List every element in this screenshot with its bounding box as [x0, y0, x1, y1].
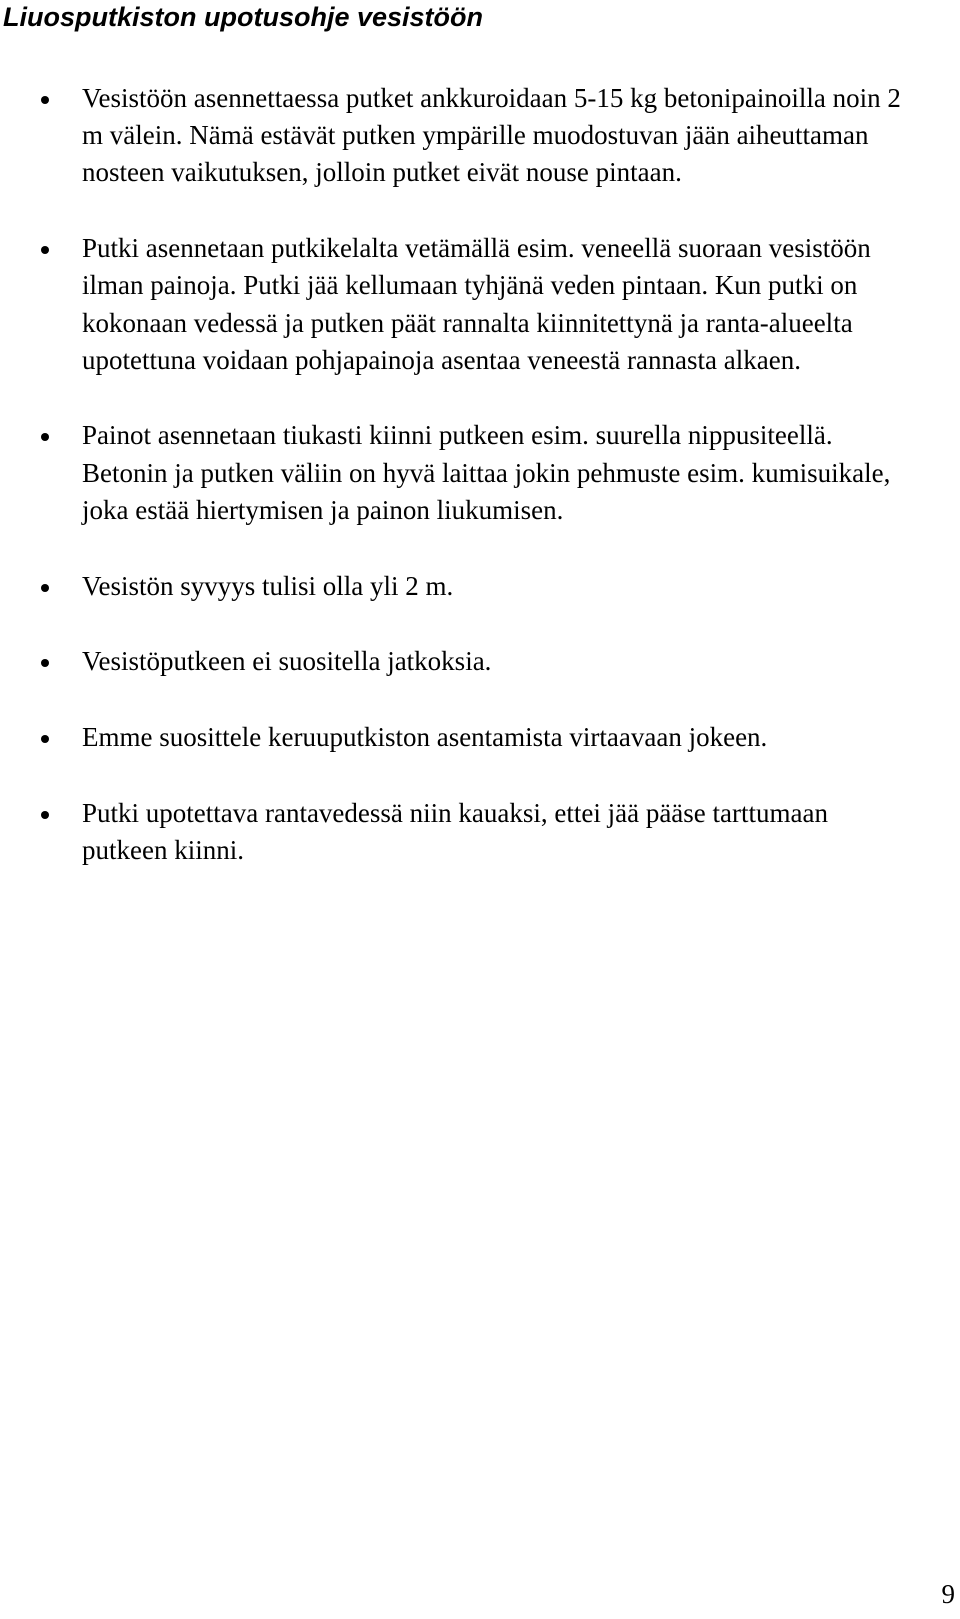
list-item-text: Painot asennetaan tiukasti kiinni putkeen esim. suurella nippusiteellä. Betonin ja putken väliin on hyvä laittaa jokin pehmuste esim. kumisuikale, joka estää hiertymisen ja painon liukumisen.: [82, 420, 891, 525]
page-title: Liuosputkiston upotusohje vesistöön: [3, 2, 484, 32]
bullet-icon: [41, 659, 49, 667]
list-item-text: Emme suosittele keruuputkiston asentamista virtaavaan jokeen.: [82, 721, 768, 752]
instruction-list: [0, 80, 960, 908]
list-item: [0, 417, 914, 529]
page-number: 9: [941, 1579, 955, 1609]
list-item-text: Putki upotettava rantavedessä niin kauaksi, ettei jää pääse tarttumaan putkeen kiinni.: [82, 797, 828, 865]
bullet-icon: [41, 246, 49, 254]
list-item: [0, 795, 914, 869]
list-item-text: Putki asennetaan putkikelalta vetämällä esim. veneellä suoraan vesistöön ilman painoja. Putki jää kellumaan tyhjänä veden pintaan. Kun putki on kokonaan vedessä ja putken päät rannalta kiinnitettynä ja ranta-alueelta upotettuna voidaan pohjapainoja asentaa veneestä rannasta alkaen.: [82, 233, 871, 375]
list-item-text: Vesistön syvyys tulisi olla yli 2 m.: [82, 570, 454, 601]
list-item-text: Vesistöputkeen ei suositella jatkoksia.: [82, 646, 492, 677]
list-item: [0, 643, 914, 680]
bullet-icon: [41, 735, 49, 743]
list-item: [0, 719, 914, 756]
bullet-icon: [41, 96, 49, 104]
bullet-icon: [41, 811, 49, 819]
list-item-text: Vesistöön asennettaessa putket ankkuroidaan 5-15 kg betonipainoilla noin 2 m välein. Nämä estävät putken ympärille muodostuvan jään aiheuttaman nosteen vaikutuksen, jolloin putket eivät nouse pintaan.: [82, 83, 901, 188]
bullet-icon: [41, 584, 49, 592]
list-item: [0, 80, 914, 192]
bullet-icon: [41, 433, 49, 441]
list-item: [0, 568, 914, 605]
list-item: [0, 230, 914, 379]
